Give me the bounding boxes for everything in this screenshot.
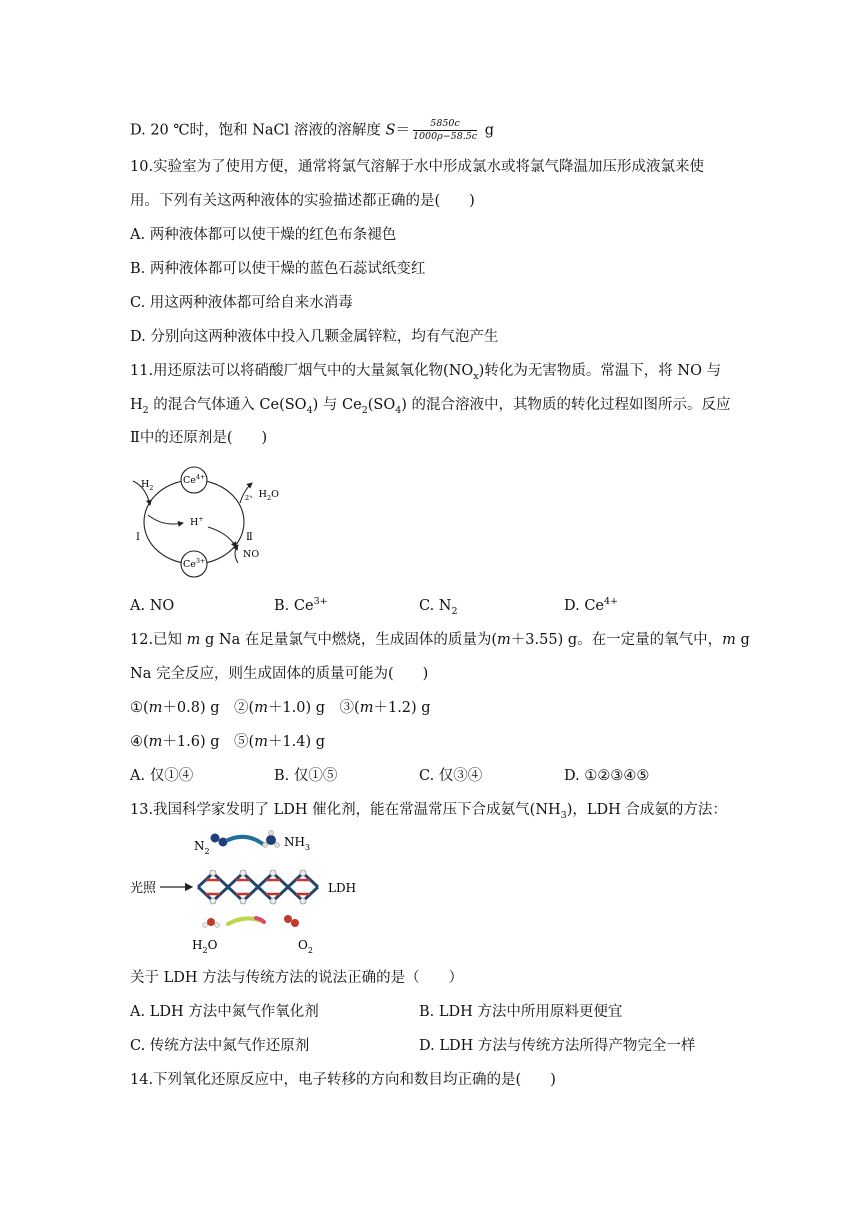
q12-choices-line1: ①(m＋0.8) g ②(m＋1.0) g ③(m＋1.2) g: [130, 700, 431, 716]
q13-option-c: C. 传统方法中氮气作还原剂: [130, 1038, 310, 1054]
hplus-arrow: [148, 515, 183, 524]
solubility-fraction: $\frac{5850c}{1000\rho-58.5c}$: [412, 118, 478, 142]
o2-molecule-icon: [284, 915, 292, 923]
q10-option-b: B. 两种液体都可以使干燥的蓝色石蕊试纸变红: [130, 261, 426, 277]
no-label: NO: [243, 549, 260, 560]
q12-option-d: D. ①②③④⑤: [564, 768, 650, 784]
q11-option-d: D. $Ce^{4+}$: [564, 596, 619, 614]
ldh-layer-structure: [198, 870, 318, 904]
q13-option-a: A. LDH 方法中氮气作氧化剂: [130, 1004, 319, 1020]
q13-option-d: D. LDH 方法与传统方法所得产物完全一样: [419, 1038, 696, 1054]
n2-to-nh3-arrow: [228, 837, 263, 844]
q12-stem-line1: 12.已知 m g Na 在足量氯气中燃烧，生成固体的质量为(m＋3.55) g。在一定量的氧气中，m g: [130, 632, 750, 648]
q11-option-c: C. $N_2$: [419, 598, 458, 617]
roman-two-label: Ⅱ: [246, 532, 253, 543]
h2o-molecule-icon: [207, 918, 215, 926]
ldh-ammonia-synthesis-figure: [128, 828, 378, 958]
q10-option-d: D. 分别向这两种液体中投入几颗金属锌粒，均有气泡产生: [130, 329, 499, 345]
q14-stem: 14.下列氧化还原反应中，电子转移的方向和数目均正确的是( ): [130, 1072, 556, 1088]
ce3-label: $Ce^{3+}$: [183, 557, 206, 570]
q12-stem-line2: Na 完全反应，则生成固体的质量可能为( ): [130, 666, 429, 682]
q12-option-b: B. 仅①⑤: [274, 768, 338, 784]
q10-option-c: C. 用这两种液体都可给自来水消毒: [130, 295, 353, 311]
light-label: 光照: [130, 881, 157, 896]
h2-label: $H_2$: [141, 479, 154, 492]
q13-stem: 13.我国科学家发明了 LDH 催化剂，能在常温常压下合成氨气$(NH_3)$，LDH 合成氨的方法：: [130, 802, 727, 821]
q10-stem-line1: 10.实验室为了使用方便，通常将氯气溶解于水中形成氯水或将氯气降温加压形成液氯来使: [130, 159, 705, 175]
q9-option-d: D. 20 ℃时，饱和 NaCl 溶液的溶解度 S＝ $\frac{5850c}{1000\rho-58.5c}$ g: [130, 118, 495, 142]
n2-label: $N_2$: [194, 839, 210, 856]
h2o-label: $H_2O$: [192, 938, 218, 955]
roman-one-label: Ⅰ: [136, 532, 140, 543]
n2-molecule-icon: [211, 834, 220, 843]
ldh-label: LDH: [328, 881, 357, 895]
o2-label: $O_2$: [298, 938, 313, 955]
q13-option-b: B. LDH 方法中所用原料更便宜: [419, 1004, 623, 1020]
hplus-to-cycle-arrow: [208, 527, 236, 547]
q12-option-a: A. 仅①④: [130, 768, 194, 784]
q11-option-a: A. NO: [130, 598, 175, 614]
q12-option-c: C. 仅③④: [419, 768, 483, 784]
q10-option-a: A. 两种液体都可以使干燥的红色布条褪色: [130, 227, 397, 243]
hplus-label: H+: [190, 515, 204, 528]
nh3-molecule-icon: [266, 835, 276, 845]
q11-stem-line1: 11.用还原法可以将硝酸厂烟气中的大量氮氧化物$(NO_x)$转化为无害物质。常温下，将 NO 与: [130, 363, 722, 382]
nh3-label: $NH_3$: [284, 835, 311, 852]
products-label: $_2$、$H_2O$: [245, 489, 279, 502]
q11-option-b: B. $Ce^{3+}$: [274, 596, 328, 614]
ce-redox-cycle-diagram: [128, 465, 308, 585]
no-inflow-arrow: [235, 545, 238, 563]
q11-stem-line2: $H_2$ 的混合气体通入 $Ce(SO_4)$ 与 $Ce_2(SO_4)$ 的混合溶液中，其物质的转化过程如图所示。反应: [130, 397, 731, 416]
q10-stem-line2: 用。下列有关这两种液体的实验描述都正确的是( ): [130, 193, 475, 209]
q12-choices-line2: ④(m＋1.6) g ⑤(m＋1.4) g: [130, 734, 326, 750]
q13-question: 关于 LDH 方法与传统方法的说法正确的是（ ）: [130, 970, 464, 986]
ce4-label: $Ce^{4+}$: [183, 473, 206, 486]
q11-stem-line3: Ⅱ中的还原剂是( ): [130, 430, 268, 446]
